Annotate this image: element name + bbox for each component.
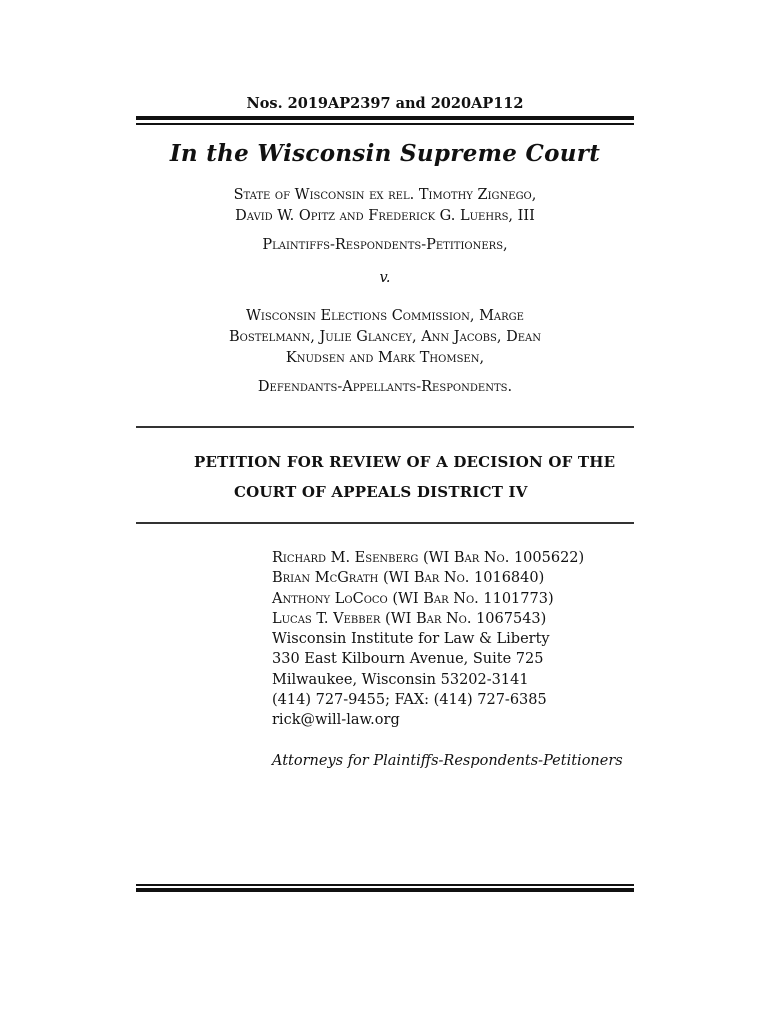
case-numbers: Nos. 2019AP2397 and 2020AP112 xyxy=(246,95,524,112)
phone-fax: (414) 727-9455; FAX: (414) 727-6385 xyxy=(272,692,547,709)
attorney-3: Anthony LoCoco (WI Bar No. 1101773) xyxy=(272,590,554,607)
top-rule-thin xyxy=(136,123,634,125)
petition-title-line-1: PETITION FOR REVIEW OF A DECISION OF THE xyxy=(194,453,616,471)
plaintiffs-line-2: David W. Opitz and Frederick G. Luehrs, III xyxy=(235,208,535,224)
bottom-rule-thin xyxy=(136,884,634,886)
email: rick@will-law.org xyxy=(272,712,400,729)
address-line-1: 330 East Kilbourn Avenue, Suite 725 xyxy=(272,651,544,668)
defendants-line-1: Wisconsin Elections Commission, Marge xyxy=(246,308,524,324)
top-rule xyxy=(136,116,634,120)
counsel-role: Attorneys for Plaintiffs-Respondents-Petitioners xyxy=(272,752,623,769)
bottom-rule xyxy=(136,888,634,892)
section-rule-1 xyxy=(136,426,634,428)
firm-name: Wisconsin Institute for Law & Liberty xyxy=(272,631,550,648)
defendants-role: Defendants-Appellants-Respondents. xyxy=(257,379,513,395)
versus: v. xyxy=(379,270,391,286)
defendants-line-3: Knudsen and Mark Thomsen, xyxy=(285,350,485,366)
counsel-block xyxy=(272,548,672,771)
attorney-1: Richard M. Esenberg (WI Bar No. 1005622) xyxy=(272,550,585,566)
petition-title-line-2: COURT OF APPEALS DISTRICT IV xyxy=(234,483,528,501)
court-name: In the Wisconsin Supreme Court xyxy=(169,140,601,167)
plaintiffs-line-1: State of Wisconsin ex rel. Timothy Zignego, xyxy=(233,187,537,203)
plaintiffs-role: Plaintiffs-Respondents-Petitioners, xyxy=(262,237,508,253)
defendants-line-2: Bostelmann, Julie Glancey, Ann Jacobs, Dean xyxy=(229,329,541,345)
attorney-4: Lucas T. Vebber (WI Bar No. 1067543) xyxy=(272,610,547,627)
address-line-2: Milwaukee, Wisconsin 53202-3141 xyxy=(272,671,529,688)
attorney-2: Brian McGrath (WI Bar No. 1016840) xyxy=(272,570,545,587)
section-rule-2 xyxy=(136,522,634,524)
